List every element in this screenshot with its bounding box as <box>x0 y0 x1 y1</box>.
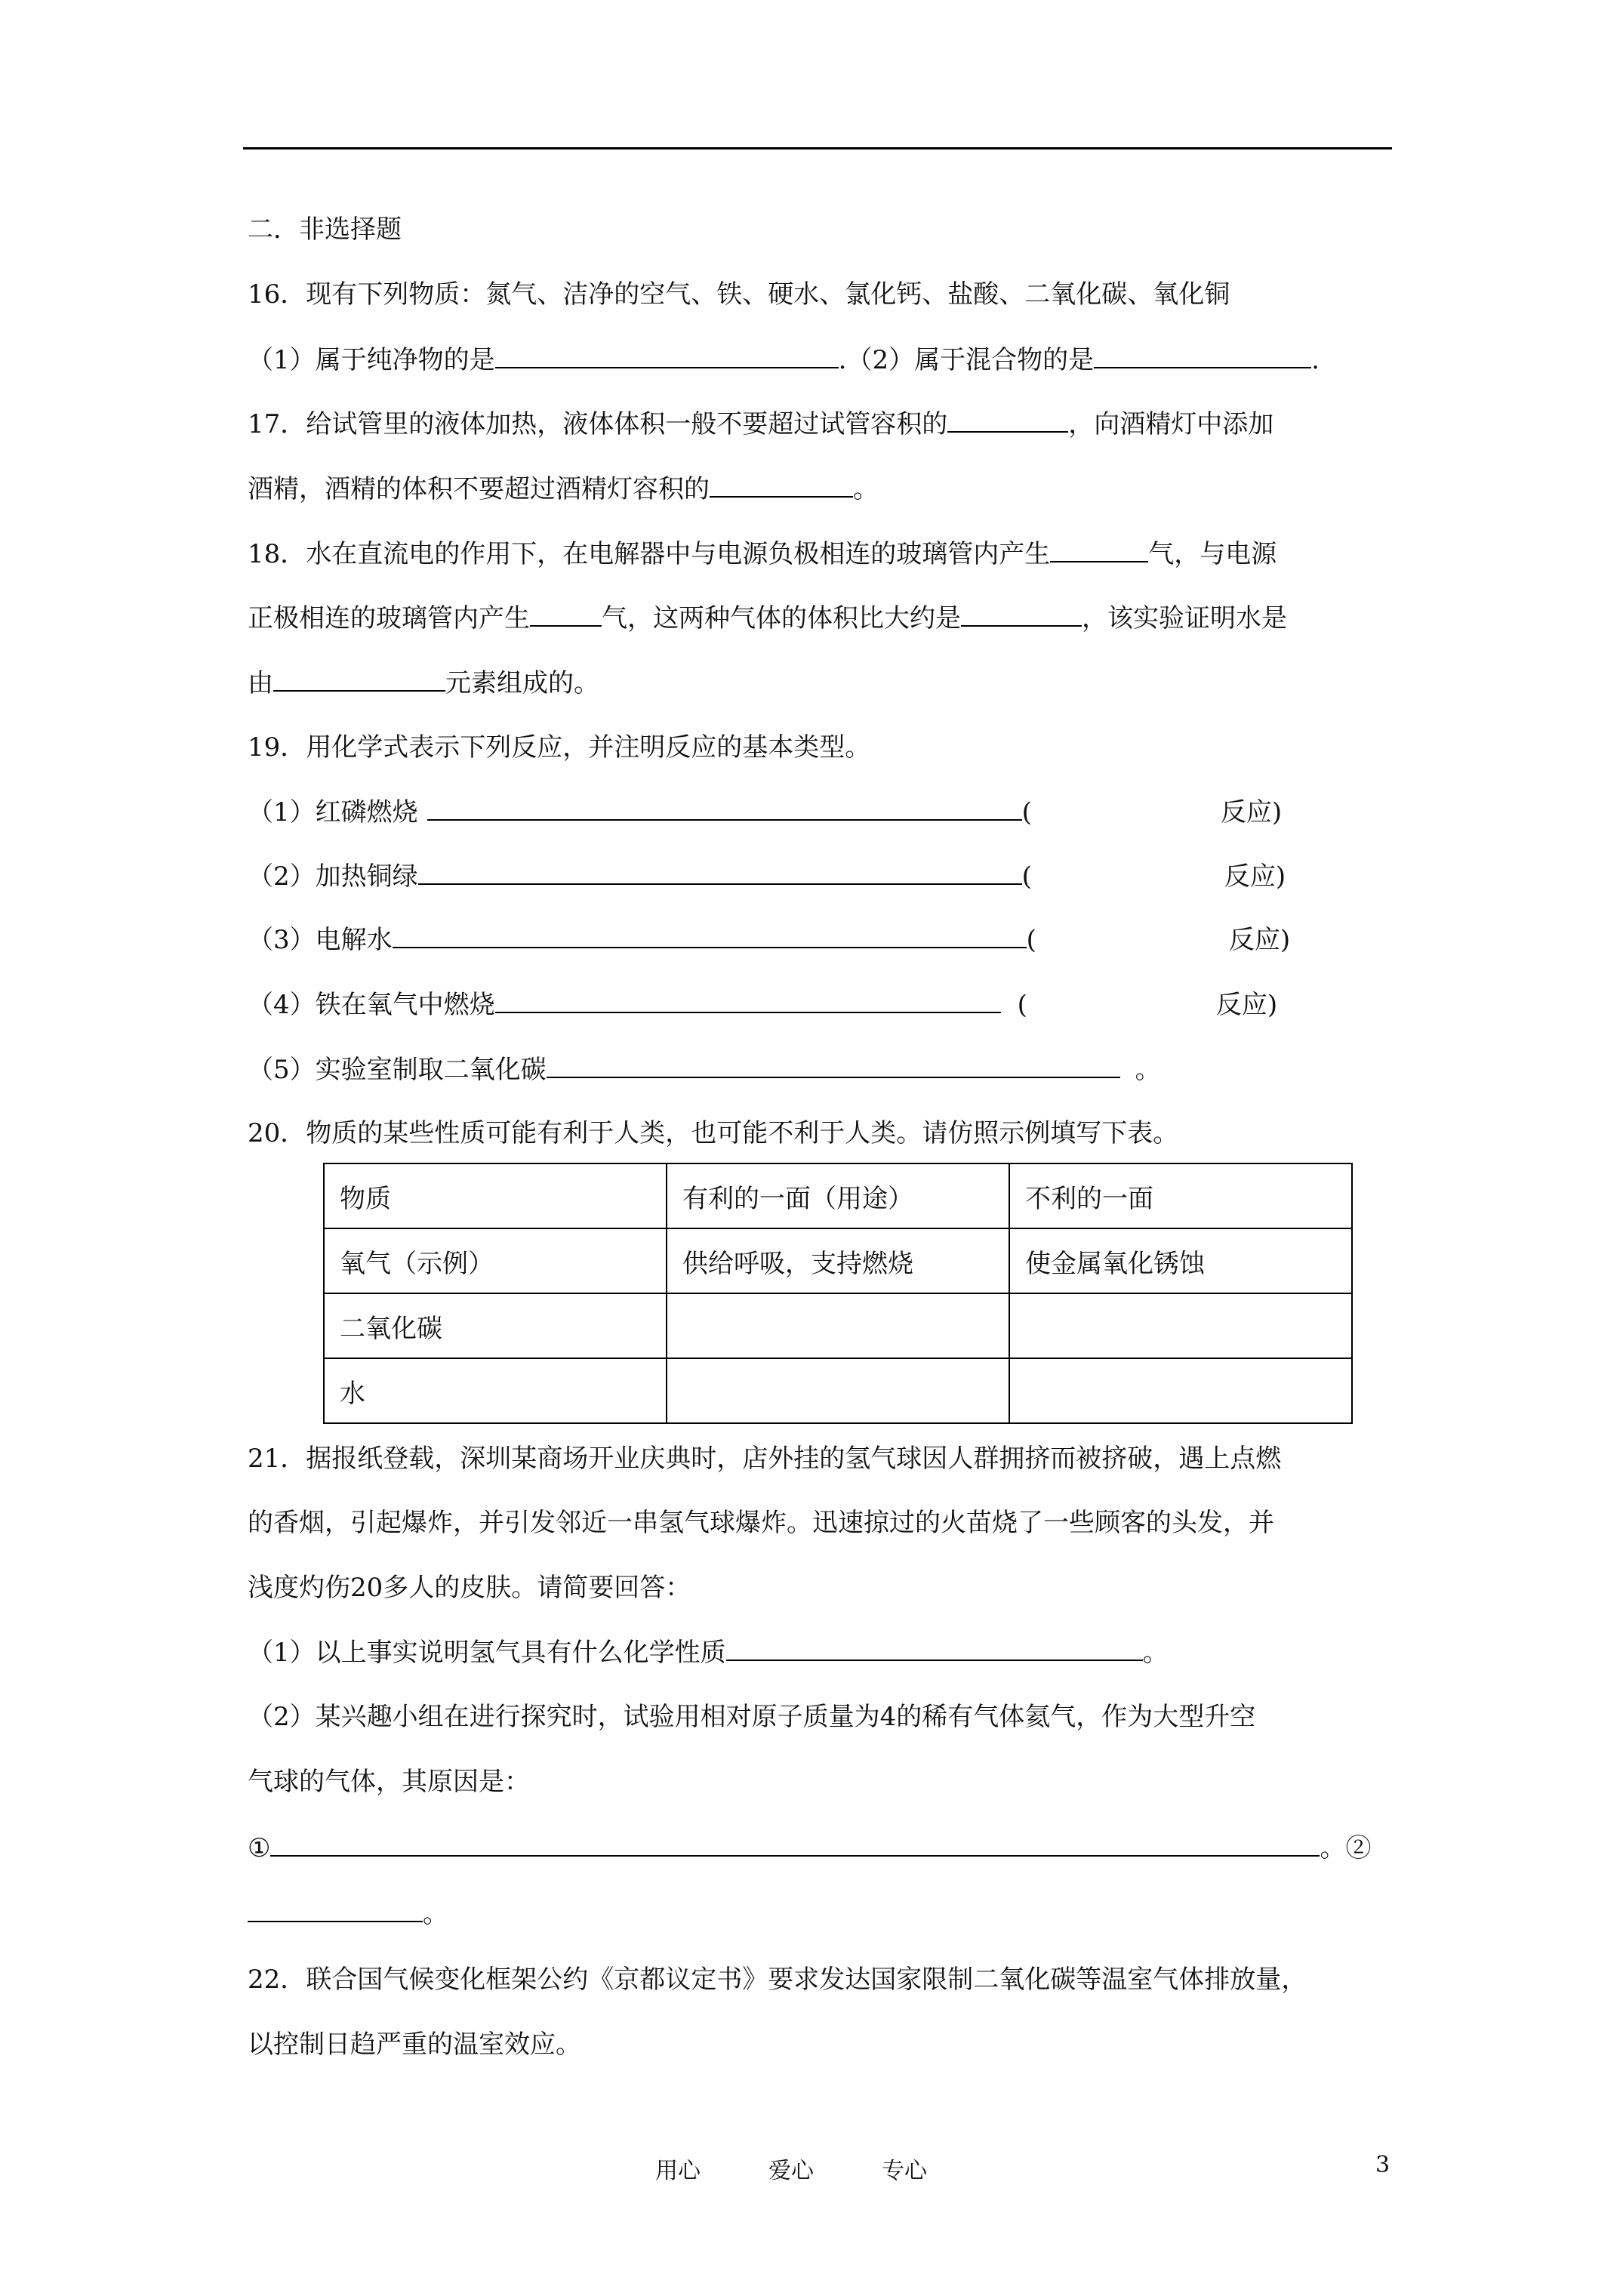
table-row <box>324 1293 1352 1358</box>
q19-item-1-open: ( <box>1021 797 1032 827</box>
q18-text-b: 气，与电源 <box>1148 539 1277 569</box>
footer-word-3: 专心 <box>882 2158 927 2184</box>
q18-line-3 <box>248 666 599 700</box>
q16-end: . <box>1311 345 1320 375</box>
table-cell: 供给呼吸，支持燃烧 <box>667 1228 1009 1293</box>
table-header-cell: 有利的一面（用途） <box>667 1163 1009 1228</box>
q21-part-1-end: 。 <box>1142 1638 1169 1668</box>
table-row <box>324 1228 1352 1293</box>
q17-text-c: 酒精，酒精的体积不要超过酒精灯容积的 <box>248 474 710 504</box>
table-header-cell: 不利的一面 <box>1009 1163 1352 1228</box>
q18-text-f: 由 <box>248 668 273 698</box>
q18-text-c: 正极相连的玻璃管内产生 <box>248 603 530 633</box>
q20-stem: 20．物质的某些性质可能有利于人类，也可能不利于人类。请仿照示例填写下表。 <box>248 1118 1179 1148</box>
q18-text-a: 18．水在直流电的作用下，在电解器中与电源负极相连的玻璃管内产生 <box>248 539 1051 569</box>
q18-blank-3[interactable] <box>961 601 1082 627</box>
q21-line-2: 的香烟，引起爆炸，并引发邻近一串氢气球爆炸。迅速掠过的火苗烧了一些顾客的头发，并 <box>248 1508 1274 1538</box>
q21-circle-2: 。② <box>1320 1833 1372 1863</box>
q17-text-d: 。 <box>853 474 879 504</box>
q19-item-2-blank[interactable] <box>418 859 1022 885</box>
q18-blank-1[interactable] <box>1050 537 1148 562</box>
q18-line-1 <box>248 537 1277 571</box>
q19-item-1-blank[interactable] <box>427 795 1022 821</box>
q17-blank-2[interactable] <box>710 472 853 498</box>
q16-part2-label: .（2）属于混合物的是 <box>838 345 1095 375</box>
q21-line-3: 浅度灼伤20多人的皮肤。请简要回答： <box>248 1573 691 1603</box>
q19-item-4 <box>248 988 1277 1022</box>
q19-item-2 <box>248 859 1286 893</box>
table-cell-empty[interactable] <box>667 1358 1009 1423</box>
footer-word-1: 用心 <box>655 2158 701 2184</box>
properties-table <box>323 1163 1353 1424</box>
q18-text-g: 元素组成的。 <box>445 668 599 698</box>
q19-item-1 <box>248 795 1282 829</box>
table-cell: 氧气（示例） <box>324 1228 667 1293</box>
q19-item-1-label: （1）红磷燃烧 <box>248 797 418 827</box>
q21-reason-1 <box>248 1831 1371 1865</box>
q19-item-3-label: （3）电解水 <box>248 925 393 955</box>
table-header-cell: 物质 <box>324 1163 667 1228</box>
page-number: 3 <box>1375 2152 1390 2178</box>
q16-part1-label: （1）属于纯净物的是 <box>248 345 495 375</box>
q17-text-b: ，向酒精灯中添加 <box>1068 409 1274 439</box>
q16-blank-2[interactable] <box>1094 343 1311 368</box>
q18-blank-4[interactable] <box>273 666 445 692</box>
table-cell: 水 <box>324 1358 667 1423</box>
q19-item-1-close: 反应) <box>1220 797 1283 827</box>
q18-text-e: ，该实验证明水是 <box>1082 603 1287 633</box>
table-row <box>324 1358 1352 1423</box>
table-cell: 使金属氧化锈蚀 <box>1009 1228 1352 1293</box>
q19-item-2-close: 反应) <box>1224 861 1286 892</box>
q21-blank-3[interactable] <box>248 1897 423 1922</box>
table-cell-empty[interactable] <box>1009 1358 1352 1423</box>
q16-parts <box>248 343 1320 377</box>
q21-reason-2-end: 。 <box>423 1899 448 1929</box>
q19-item-2-open: ( <box>1021 861 1032 892</box>
table-cell-empty[interactable] <box>1009 1293 1352 1358</box>
table-cell-empty[interactable] <box>667 1293 1009 1358</box>
table-cell: 二氧化碳 <box>324 1293 667 1358</box>
q21-reason-2 <box>248 1897 448 1931</box>
q17-line-2 <box>248 472 879 506</box>
q19-item-5-label: （5）实验室制取二氧化碳 <box>248 1055 547 1085</box>
q21-line-1: 21．据报纸登载，深圳某商场开业庆典时，店外挂的氢气球因人群拥挤而被挤破，遇上点燃 <box>248 1444 1282 1474</box>
q21-circle-1: ① <box>248 1833 271 1863</box>
q19-item-3-blank[interactable] <box>393 923 1027 948</box>
q21-part-1-label: （1）以上事实说明氢气具有什么化学性质 <box>248 1638 726 1668</box>
header-rule <box>243 147 1392 149</box>
q19-item-2-label: （2）加热铜绿 <box>248 861 418 892</box>
q19-item-3 <box>248 923 1290 957</box>
q19-stem: 19．用化学式表示下列反应，并注明反应的基本类型。 <box>248 732 871 763</box>
q17-blank-1[interactable] <box>947 407 1068 433</box>
q21-blank-1[interactable] <box>726 1635 1143 1661</box>
q18-blank-2[interactable] <box>530 601 602 627</box>
q19-item-3-close: 反应) <box>1228 925 1291 955</box>
q19-item-5-blank[interactable] <box>547 1052 1120 1078</box>
q19-item-5 <box>248 1052 1161 1086</box>
q21-part-2-line-1: （2）某兴趣小组在进行探究时，试验用相对原子质量为4的稀有气体氦气，作为大型升空 <box>248 1702 1256 1732</box>
q17-text-a: 17．给试管里的液体加热，液体体积一般不要超过试管容积的 <box>248 409 948 439</box>
q22-line-1: 22．联合国气候变化框架公约《京都议定书》要求发达国家限制二氧化碳等温室气体排放量， <box>248 1965 1307 1995</box>
section-title: 二．非选择题 <box>248 214 402 245</box>
q21-part-2-line-2: 气球的气体，其原因是： <box>248 1767 530 1797</box>
q17-line-1 <box>248 407 1273 441</box>
q19-item-4-label: （4）铁在氧气中燃烧 <box>248 990 495 1020</box>
q19-item-3-open: ( <box>1026 925 1036 955</box>
q18-text-d: 气，这两种气体的体积比大约是 <box>602 603 961 633</box>
q19-item-5-end: 。 <box>1135 1055 1161 1085</box>
q22-line-2: 以控制日趋严重的温室效应。 <box>248 2029 581 2060</box>
q19-item-4-close: 反应) <box>1215 990 1278 1020</box>
table-header-row <box>324 1163 1352 1228</box>
q16-blank-1[interactable] <box>495 343 839 368</box>
q19-item-4-open: ( <box>1017 990 1027 1020</box>
q21-blank-2[interactable] <box>270 1831 1320 1857</box>
q21-part-1 <box>248 1635 1169 1669</box>
q16-stem: 16．现有下列物质：氮气、洁净的空气、铁、硬水、氯化钙、盐酸、二氧化碳、氧化铜 <box>248 279 1230 310</box>
q18-line-2 <box>248 601 1287 635</box>
footer-word-2: 爱心 <box>768 2158 814 2184</box>
q19-item-4-blank[interactable] <box>495 988 1001 1013</box>
